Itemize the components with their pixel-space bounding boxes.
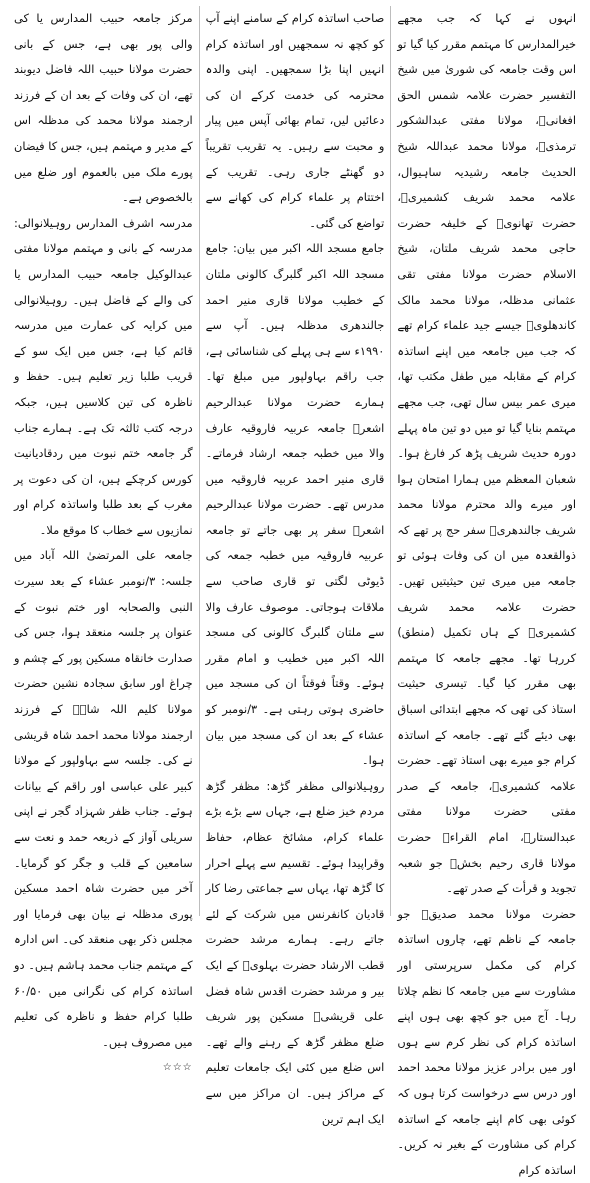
paragraph: حضرت مولانا محمد صدیقؒ جو جامعہ کے ناظم تھے، چاروں اساتذہ کرام کی مکمل سرپرستی اور مشاورت سے میں جامعہ کا نظم چلاتا رہا۔ آج میں جو کچھ بھی ہوں اپنے اساتذہ کرام کی نظر کرم سے ہوں اور میں برادر عزیز مولانا محمد احمد اور درس سے درخواست کرتا ہوں کہ کوئی بھی کام اپنے جامعہ کے اساتذہ کرام کی مشاورت کے بغیر نہ کریں۔ اساتذہ کرام [397, 906, 576, 1177]
paragraph: مرکز جامعہ حبیب المدارس یا کی والی پور بھی ہے، جس کے بانی حضرت مولانا حبیب اللہ فاضل دیوبند تھے، ان کی وفات کے بعد ان کے فرزند ارجمند مولانا محمد کی مدظلہ اس کے مدیر و مہتمم ہیں، جس کا فیضان پورے ملک میں بالعموم اور ضلع میں بالخصوص ہے۔ [13, 11, 193, 205]
paragraph: جامعہ علی المرتضیٰ اللہ آباد میں جلسہ: ۳/نومبر عشاء کے بعد سیرت النبی والصحابہ اور ختم نبوت کے عنوان پر جلسہ منعقد ہوا، جس کی صدارت خانقاہ مسکین پور کے چشم و چراغ اور سابق سجادہ نشین حضرت مولانا کلیم اللہ شاہؒ کے فرزند ارجمند مولانا محمد احمد شاہ قریشی نے کی۔ جلسہ سے بہاولپور کے مولانا کبیر علی عباسی اور راقم کے بیانات ہوئے۔ جناب ظفر شہزاد گجر نے اپنی سریلی آواز کے ذریعہ حمد و نعت سے سامعین کے قلب و جگر کو گرمایا۔ آخر میں حضرت شاہ احمد مسکین پوری مدظلہ نے بیان بھی فرمایا اور مجلس ذکر بھی منعقد کی۔ اس ادارہ کے مہتمم جناب محمد ہاشم ہیں۔ دو اساتذہ کرام کی نگرانی میں ۶۰/۵۰ طلبا کرام حفظ و ناظرہ کی تعلیم میں مصروف ہیں۔ [13, 548, 193, 1049]
column-right [391, 6, 582, 1177]
paragraph: صاحب اساتذہ کرام کے سامنے اپنے آپ کو کچھ نہ سمجھیں اور اساتذہ کرام انہیں اپنا بڑا سمجھیں۔ اپنی والدہ محترمہ کی خدمت کرکے ان کی دعائیں لیں، تمام بھائی آپس میں پیار و محبت سے رہیں۔ یہ تقریب تقریباً دو گھنٹے جاری رہی۔ تقریب کے اختتام پر علماء کرام کی کھانے سے تواضع کی گئی۔ [205, 11, 385, 230]
column-middle [200, 6, 392, 1126]
column-left [8, 6, 200, 1074]
paragraph: انہوں نے کہا کہ جب مجھے خیرالمدارس کا مہتمم مقرر کیا گیا تو اس وقت جامعہ کی شوریٰ میں شیخ التفسیر حضرت علامہ شمس الحق افغانیؒ، مولانا مفتی عبدالشکور ترمذیؒ، مولانا محمد عبداللہ شیخ الحدیث جامعہ رشیدیہ ساہیوال، علامہ محمد شریف کشمیریؒ، حضرت تھانویؒ کے خلیفہ حضرت حاجی محمد شریف ملتان، شیخ الاسلام حضرت مولانا مفتی تقی عثمانی مدظلہ، مولانا محمد مالک کاندھلویؒ جیسے جید علماء کرام تھے کہ جب میں جامعہ میں اپنے اساتذہ کرام کے مقابلہ میں طفل مکتب تھا، میری عمر بیس سال تھی، جب مجھے مہتمم بنایا گیا تو میں دو تین ماہ پہلے دورہ حدیث شریف پڑھ کر فارغ ہوا۔ شعبان المعظم میں ہمارا امتحان ہوا اور میرے والد محترم مولانا محمد شریف جالندھریؒ سفر حج پر تھے کہ ذوالقعدہ میں ان کی وفات ہوئی تو جامعہ میں میری تین حیثیتیں تھیں۔ حضرت علامہ محمد شریف کشمیریؒ کے ہاں تکمیل (منطق) کررہا تھا۔ مجھے جامعہ کا مہتمم بھی مقرر کیا گیا۔ تیسری حیثیت استاذ کی تھی کہ مجھے ابتدائی اسباق بھی دیئے گئے تھے۔ جامعہ کے اساتذہ کرام جو میرے بھی استاذ تھے۔ حضرت علامہ کشمیریؒ، جامعہ کے صدر مفتی حضرت مولانا مفتی عبدالستارؒ، امام القراءؒ حضرت مولانا قاری رحیم بخشؒ جو شعبہ تجوید و قرأت کے صدر تھے۔ [397, 11, 576, 896]
paragraph: مدرسہ اشرف المدارس روہیلانوالی: مدرسہ کے بانی و مہتمم مولانا مفتی عبدالوکیل جامعہ حبیب المدارس یا کی والے کے فاضل ہیں۔ روہیلانوالی میں کرایہ کی عمارت میں مدرسہ قائم کیا ہے، جس میں ایک سو کے قریب طلبا زیر تعلیم ہیں۔ حفظ و ناظرہ کی تین کلاسیں ہیں، جبکہ درجہ کتب ثالثہ تک ہے۔ ہمارے جناب گر جامعہ ختم نبوت میں ردقادیانیت کورس کرچکے ہیں، ان کی دعوت پر مغرب کے بعد طلبا واساتذہ کرام اور نمازیوں سے خطاب کا موقع ملا۔ [13, 215, 193, 537]
paragraph: روہیلانوالی مظفر گڑھ: مظفر گڑھ مردم خیز ضلع ہے، جہاں سے بڑے بڑے علماء کرام، مشائخ عظام، حفاظ وقراپیدا ہوئے۔ تقسیم سے پہلے احرار کا گڑھ تھا، یہاں سے جماعتی رضا کار قادیان کانفرنس میں شرکت کے لئے جاتے رہے۔ ہمارے مرشد حضرت قطب الارشاد حضرت بہلویؒ کے ایک بیر و مرشد حضرت اقدس شاہ فضل علی قریشیؒ مسکین پور شریف ضلع مظفر گڑھ کے رہنے والے تھے۔ اس ضلع میں کئی ایک جامعات تعلیم کے مراکز ہیں۔ ان مراکز میں سے ایک اہم ترین [205, 778, 385, 1126]
paragraph: جامع مسجد اللہ اکبر میں بیان: جامع مسجد اللہ اکبر گلبرگ کالونی ملتان کے خطیب مولانا قاری منیر احمد جالندھری مدظلہ ہیں۔ آپ سے ۱۹۹۰ء سے ہی پہلے کی شناسائی ہے، جب راقم بہاولپور میں مبلغ تھا۔ ہمارے حضرت مولانا عبدالرحیم اشعرؒ جامعہ عربیہ فاروقیہ عارف والا میں خطبہ جمعہ ارشاد فرماتے۔ قاری منیر احمد عربیہ فاروقیہ میں مدرس تھے۔ حضرت مولانا عبدالرحیم اشعرؒ سفر پر بھی جاتے تو جامعہ عربیہ فاروقیہ میں خطبہ جمعہ کی ڈیوٹی لگتی تو قاری صاحب سے ملاقات ہوجاتی۔ موصوف عارف والا سے ملتان گلبرگ کالونی کی مسجد اللہ اکبر میں خطیب و امام مقرر ہوئے۔ وقتاً فوقتاً ان کی مسجد میں حاضری ہوتی رہتی ہے۔ ۳/نومبر کو عشاء کے بعد ان کی مسجد میں بیان ہوا۔ [205, 241, 385, 768]
end-stars: ☆☆☆ [162, 1062, 193, 1074]
